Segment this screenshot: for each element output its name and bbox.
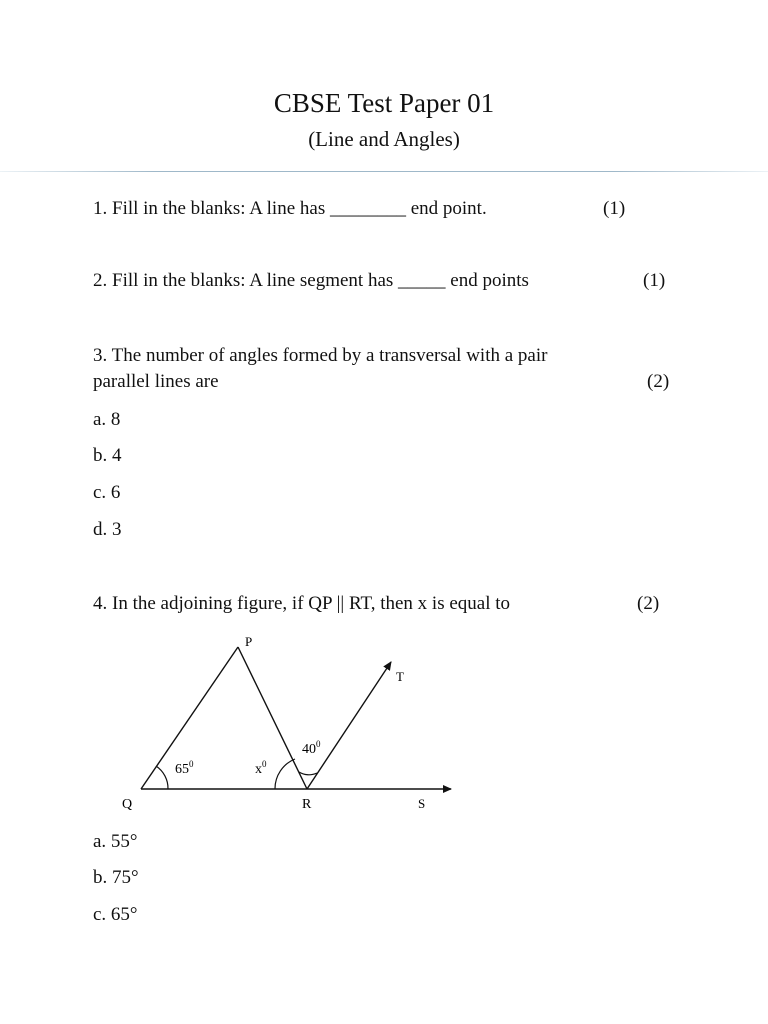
question-3-option-b: b. 4 (93, 445, 122, 466)
angle-figure (93, 630, 465, 820)
line-pr (238, 647, 307, 789)
question-2-marks: (1) (643, 270, 666, 291)
angle-arc-r (299, 772, 317, 775)
question-4-marks: (2) (637, 593, 660, 614)
question-4-option-a: a. 55° (93, 831, 138, 852)
angle-arc-x (275, 759, 295, 789)
label-r: R (302, 797, 312, 812)
question-3-marks: (2) (647, 371, 670, 392)
label-t: T (396, 669, 404, 684)
question-3-option-c: c. 6 (93, 482, 121, 503)
page-title: CBSE Test Paper 01 (273, 88, 495, 118)
angle-label-65: $65^0$ (175, 759, 194, 777)
question-4-text: 4. In the adjoining figure, if QP || RT, then x is equal to (93, 593, 511, 614)
angle-label-40: $40^0$ (302, 739, 321, 757)
question-3-text-line1: 3. The number of angles formed by a transversal with a pair (93, 345, 548, 366)
label-p: P (245, 634, 253, 649)
question-1-marks: (1) (603, 198, 626, 219)
angle-label-x: $x^0$ (255, 759, 267, 777)
angle-arc-q (156, 766, 168, 789)
question-4-option-c: c. 65° (93, 904, 138, 925)
page-subtitle: (Line and Angles) (308, 127, 460, 151)
question-3-option-a: a. 8 (93, 409, 121, 430)
question-3-option-d: d. 3 (93, 519, 122, 540)
header-divider (0, 171, 768, 172)
label-q: Q (122, 797, 133, 812)
label-s: S (418, 796, 426, 811)
question-1-text: 1. Fill in the blanks: A line has ________ end point. (93, 198, 487, 219)
question-3-text-line2: parallel lines are (93, 371, 219, 392)
question-2-text: 2. Fill in the blanks: A line segment has _____ end points (93, 270, 529, 291)
line-rt (307, 662, 391, 789)
question-4-option-b: b. 75° (93, 867, 139, 888)
